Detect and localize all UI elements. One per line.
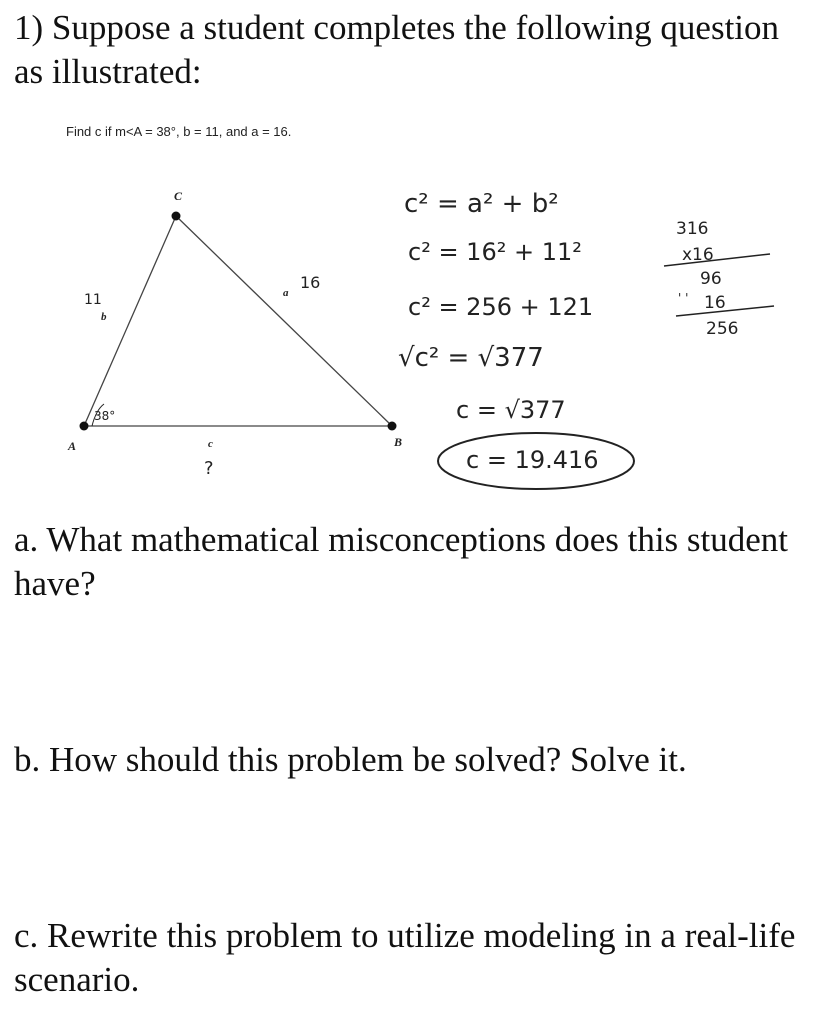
problem-figure [0,112,814,512]
side-b-handwritten: 11 [84,292,102,308]
work-step-2: c² = 16² + 11² [408,238,582,266]
side-b-line [84,216,176,426]
work-step-3: c² = 256 + 121 [408,293,594,321]
side-a-line [176,216,392,426]
vertex-a-dot [80,422,89,431]
calc-line-5: 256 [706,319,739,339]
calc-line-3: 96 [700,269,722,289]
vertex-b-label: B [394,435,403,449]
problem-prompt: Find c if m<A = 38°, b = 11, and a = 16. [66,124,292,139]
triangle [67,189,402,479]
side-b-label: b [101,311,107,323]
calc-line-4: 16 [704,293,726,313]
figure-svg [0,112,814,512]
vertex-c-label: C [174,189,183,203]
vertex-c-dot [172,212,181,221]
calc-line-2: x16 [682,245,714,265]
vertex-a-label: A [68,439,77,453]
side-a-handwritten: 16 [300,273,321,292]
question-title: 1) Suppose a student completes the following question as illustrated: [14,8,780,91]
question-part-a: a. What mathematical misconceptions does this student have? [14,520,789,603]
student-work [398,189,634,489]
side-calculation [664,219,774,339]
question-part-c: c. Rewrite this problem to utilize modeling in a real-life scenario. [14,916,796,999]
question-part-b: b. How should this problem be solved? Solve it. [14,740,687,779]
angle-a-handwritten: 38° [94,409,116,423]
final-answer: c = 19.416 [466,446,599,474]
work-step-4: √c² = √377 [398,343,544,373]
side-a-label: a [283,287,289,299]
work-step-5: c = √377 [456,396,566,424]
calc-rule-1 [664,254,770,266]
carry-marks: ' ' [678,291,689,305]
work-step-1: c² = a² + b² [404,189,559,219]
side-c-handwritten: ? [204,458,214,479]
side-c-label: c [208,438,213,450]
calc-line-1: 316 [676,219,709,239]
vertex-b-dot [388,422,397,431]
